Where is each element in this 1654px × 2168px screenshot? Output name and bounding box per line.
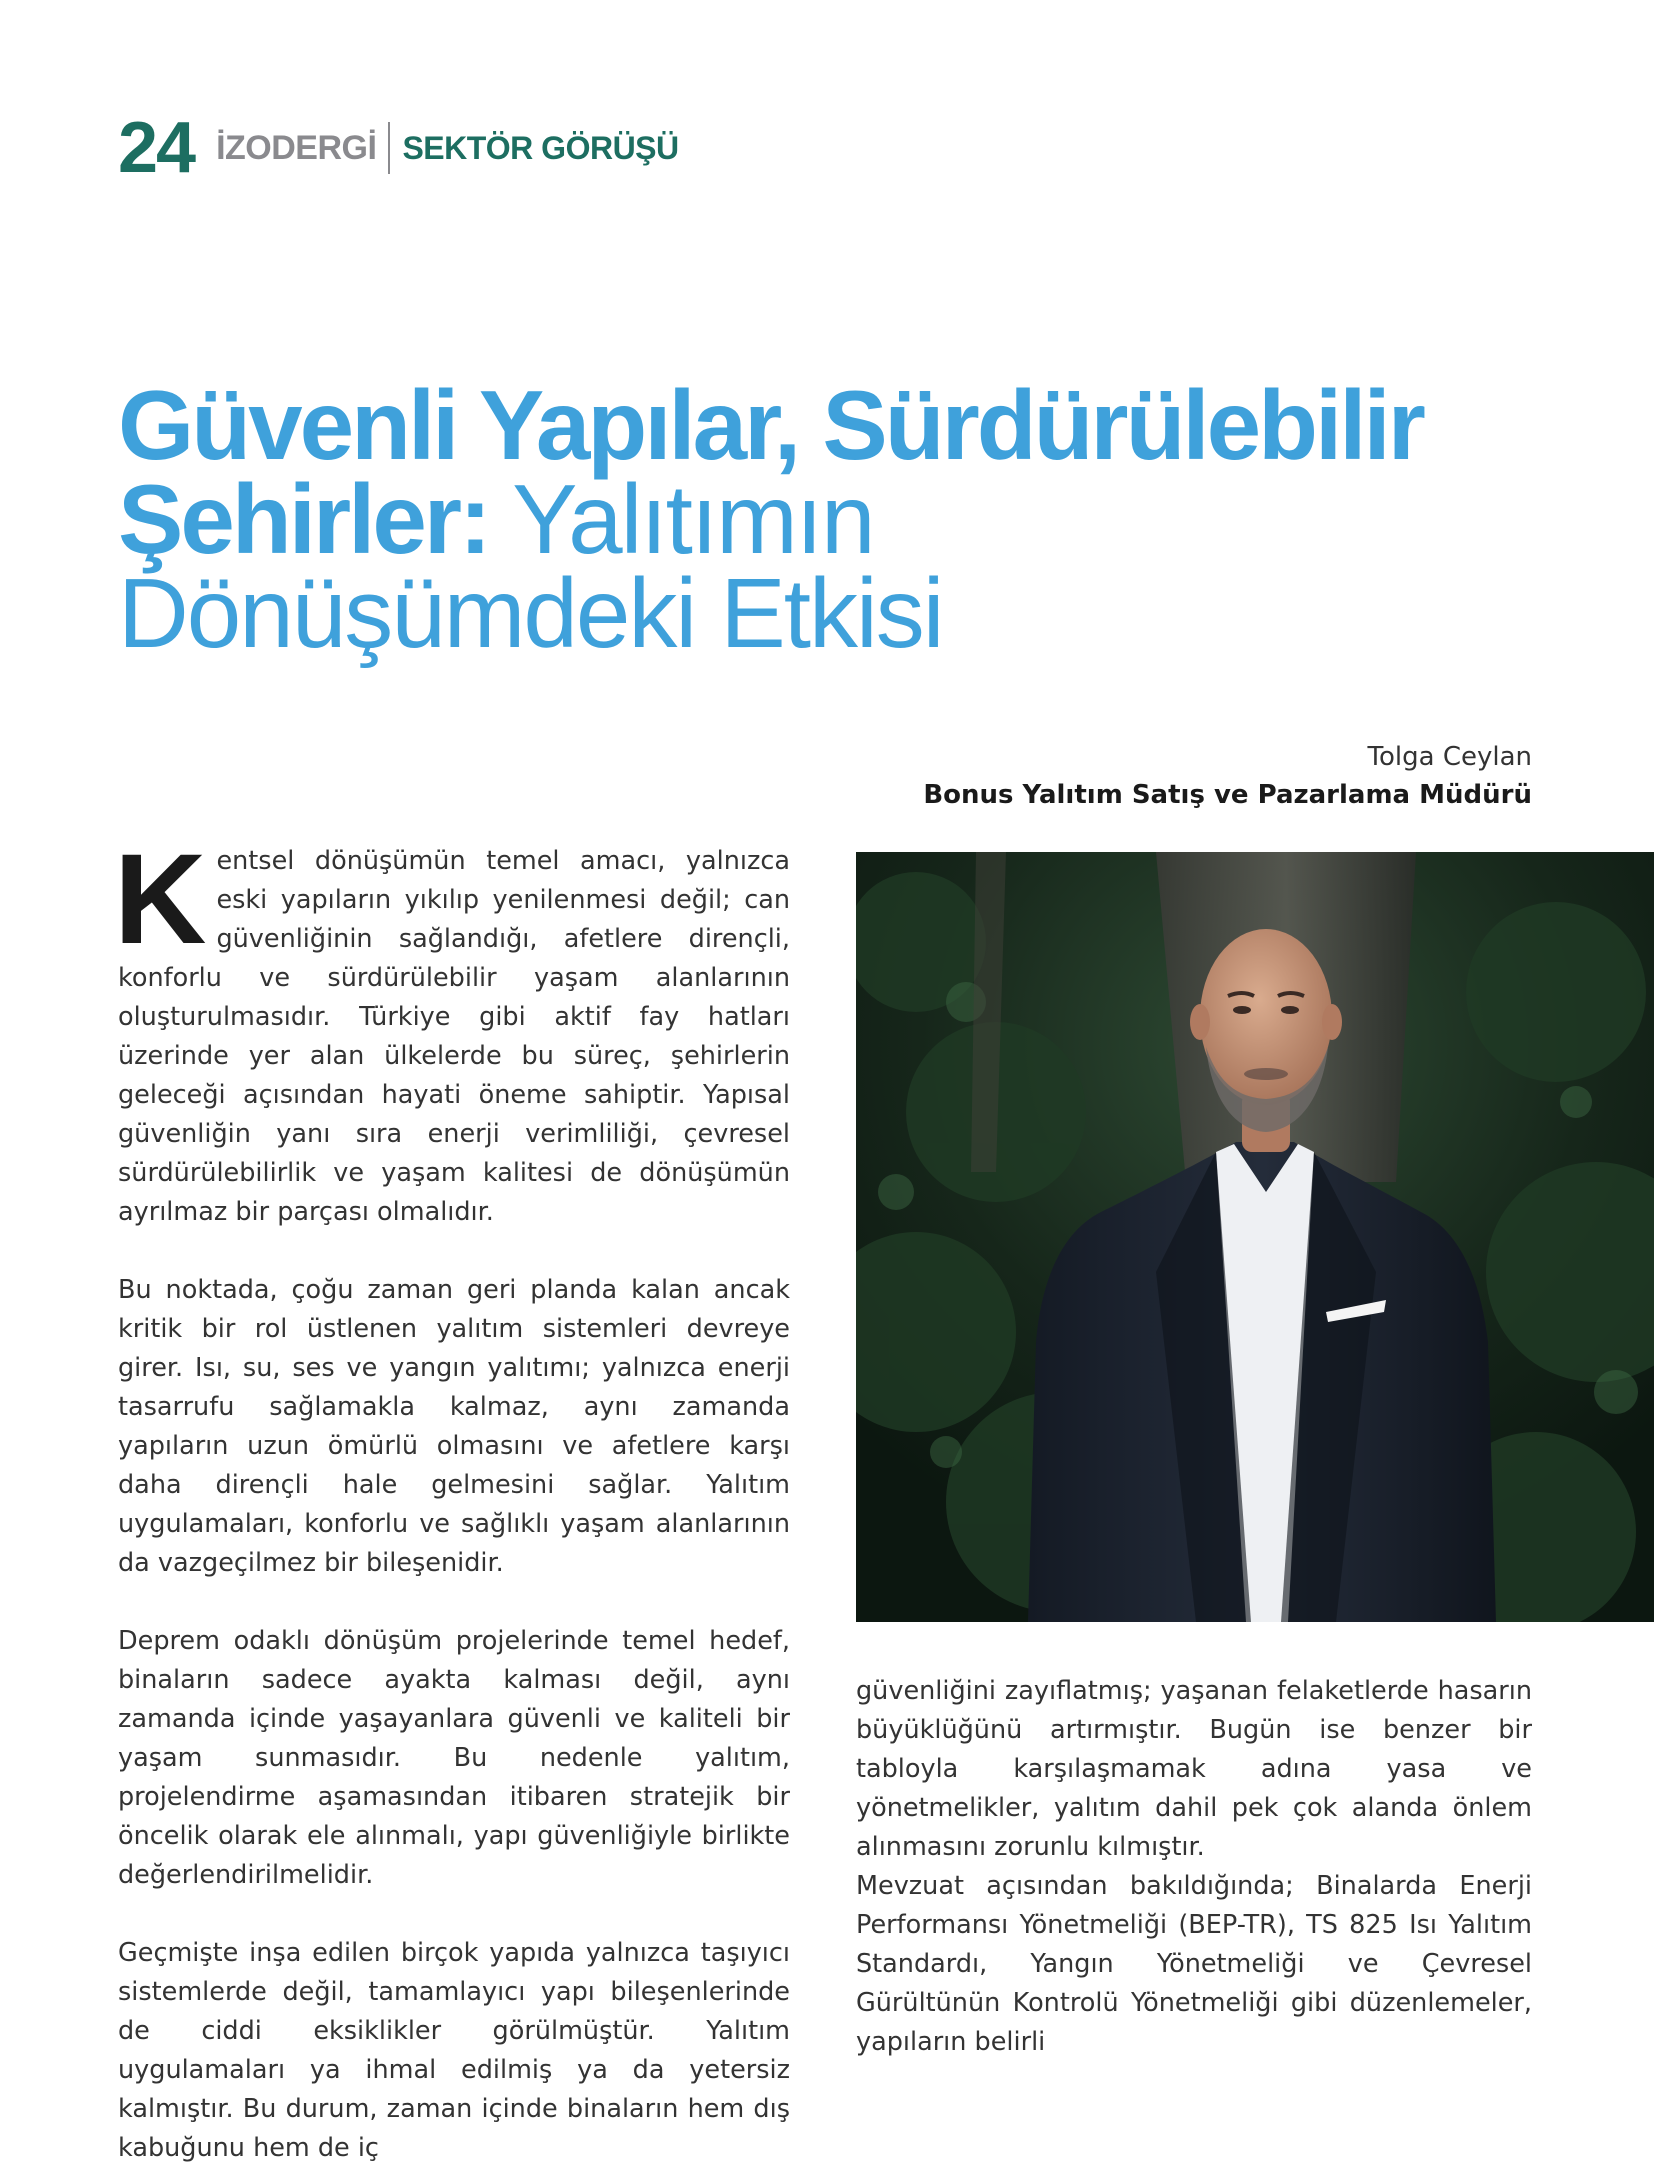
magazine-brand: İZODERGİ xyxy=(216,128,377,167)
paragraph-1 xyxy=(114,828,790,1232)
paragraph-6: Mevzuat açısından bakıldığında; Binalarda Enerji Performansı Yönetmeliği (BEP-TR), TS 825 Isı Yalıtım Standardı, Yangın Yönetmeliği ve Çevresel Gürültünün Kontrolü Yönetmeliği gibi düzenlemeler, yapıların belirli xyxy=(856,1871,1532,2057)
title-line-2-bold: Şehirler: xyxy=(118,464,489,574)
article-title xyxy=(118,370,1538,668)
byline xyxy=(923,738,1532,814)
author-name: Tolga Ceylan xyxy=(1367,742,1532,772)
body-column-left xyxy=(114,828,790,2168)
page-number: 24 xyxy=(118,108,195,188)
author-photo xyxy=(856,852,1654,1622)
title-line-2-regular: Yalıtımın xyxy=(488,464,874,574)
body-column-right xyxy=(856,1672,1532,2062)
title-line-2 xyxy=(118,464,1538,574)
header-divider xyxy=(388,122,390,174)
paragraph-3: Deprem odaklı dönüşüm projelerinde temel hedef, binaların sadece ayakta kalması değil, aynı zamanda içinde yaşayanlara güvenli ve kaliteli bir yaşam sunmasıdır. Bu nedenle yalıtım, projelendirme aşamasından itibaren stratejik bir öncelik olarak ele alınmalı, yapı güvenliğiyle birlikte değerlendirilmelidir. xyxy=(118,1626,790,1890)
drop-cap: K xyxy=(114,828,207,971)
paragraph-1-text: entsel dönüşümün temel amacı, yalnızca eski yapıların yıkılıp yenilenmesi değil; can güvenliğinin sağlandığı, afetlere dirençli, konforlu ve sürdürülebilir yaşam alanlarının oluşturulmasıdır. Türkiye gibi aktif fay hatları üzerinde yer alan ülkelerde bu süreç, şehirlerin geleceği açısından hayati öneme sahiptir. Yapısal güvenliğin yanı sıra enerji verimliliği, çevresel sürdürülebilirlik ve yaşam kalitesi de dönüşümün ayrılmaz bir parçası olmalıdır. xyxy=(118,846,790,1227)
author-role: Bonus Yalıtım Satış ve Pazarlama Müdürü xyxy=(923,780,1532,810)
section-label: SEKTÖR GÖRÜŞÜ xyxy=(402,129,679,166)
title-line-1: Güvenli Yapılar, Sürdürülebilir xyxy=(118,370,1423,480)
paragraph-4: Geçmişte inşa edilen birçok yapıda yalnızca taşıyıcı sistemlerde değil, tamamlayıcı yapı bileşenlerinde de ciddi eksiklikler görülmüştür. Yalıtım uygulamaları ya ihmal edilmiş ya da yetersiz kalmıştır. Bu durum, zaman içinde binaların hem dış kabuğunu hem de iç xyxy=(118,1938,790,2163)
paragraph-2: Bu noktada, çoğu zaman geri planda kalan ancak kritik bir rol üstlenen yalıtım sistemleri devreye girer. Isı, su, ses ve yangın yalıtımı; yalnızca enerji tasarrufu sağlamakla kalmaz, aynı zamanda yapıların uzun ömürlü olmasını ve afetlere karşı daha dirençli hale gelmesini sağlar. Yalıtım uygulamaları, konforlu ve sağlıklı yaşam alanlarının da vazgeçilmez bir bileşenidir. xyxy=(118,1275,790,1578)
page-header xyxy=(118,108,679,188)
paragraph-5: güvenliğini zayıflatmış; yaşanan felaketlerde hasarın büyüklüğünü artırmıştır. Bugün ise benzer bir tabloyla karşılaşmamak adına yasa ve yönetmelikler, yalıtım dahil pek çok alanda önlem alınmasını zorunlu kılmıştır. xyxy=(856,1676,1532,1862)
title-line-3: Dönüşümdeki Etkisi xyxy=(118,558,943,668)
